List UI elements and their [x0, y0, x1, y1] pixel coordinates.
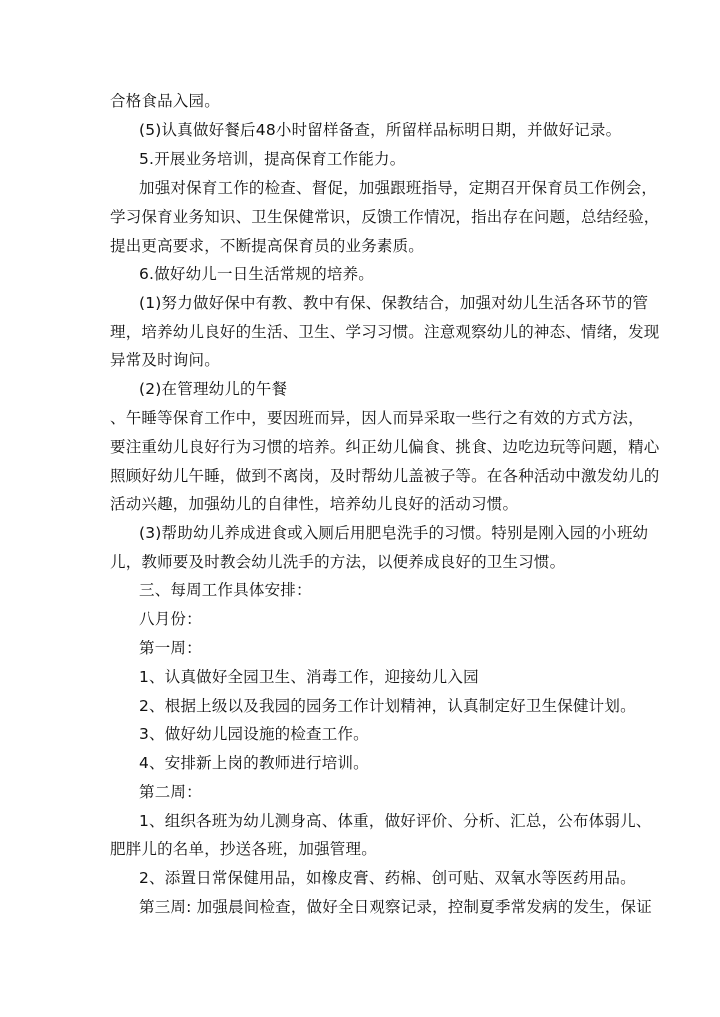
text-line: 合格食品入园。 [110, 92, 220, 110]
text-line: 1、组织各班为幼儿测身高、体重，做好评价、分析、汇总，公布体弱儿、 [139, 812, 652, 830]
text-line: 理，培养幼儿良好的生活、卫生、学习习惯。注意观察幼儿的神态、情绪，发现 [110, 323, 660, 341]
text-line: 八月份： [139, 610, 202, 628]
text-line: 异常及时询问。 [110, 351, 220, 369]
text-line: 5.开展业务培训，提高保育工作能力。 [139, 150, 406, 168]
text-line: 1、认真做好全园卫生、消毒工作，迎接幼儿入园 [139, 668, 479, 686]
text-line: 要注重幼儿良好行为习惯的培养。纠正幼儿偏食、挑食、边吃边玩等问题，精心 [110, 438, 660, 456]
text-line: 学习保育业务知识、卫生保健常识，反馈工作情况，指出存在问题，总结经验， [110, 208, 660, 226]
text-line: 儿，教师要及时教会幼儿洗手的方法，以便养成良好的卫生习惯。 [110, 553, 566, 571]
text-line: 、午睡等保育工作中，要因班而异，因人而异采取一些行之有效的方式方法， [110, 409, 644, 427]
text-line: 照顾好幼儿午睡，做到不离岗，及时帮幼儿盖被子等。在各种活动中激发幼儿的 [110, 467, 660, 485]
text-line: 三、每周工作具体安排： [139, 581, 312, 599]
text-line: (5)认真做好餐后48小时留样备查，所留样品标明日期，并做好记录。 [139, 121, 622, 139]
text-line: 第一周： [139, 639, 202, 657]
text-line: 2、添置日常保健用品，如橡皮膏、药棉、创可贴、双氧水等医药用品。 [139, 869, 636, 887]
text-line: 4、安排新上岗的教师进行培训。 [139, 754, 369, 772]
text-line: 6.做好幼儿一日生活常规的培养。 [139, 265, 374, 283]
text-line: 第三周: 加强晨间检查，做好全日观察记录，控制夏季常发病的发生，保证 [139, 898, 652, 916]
text-line: 3、做好幼儿园设施的检查工作。 [139, 725, 369, 743]
text-line: 提出更高要求，不断提高保育员的业务素质。 [110, 237, 425, 255]
text-line: (1)努力做好保中有教、教中有保、保教结合，加强对幼儿生活各环节的管 [139, 294, 649, 312]
text-line: (2)在管理幼儿的午餐 [139, 380, 288, 398]
text-line: 肥胖儿的名单，抄送各班，加强管理。 [110, 840, 377, 858]
text-line: 加强对保育工作的检查、督促，加强跟班指导，定期召开保育员工作例会， [139, 179, 658, 197]
text-line: 第二周： [139, 783, 202, 801]
text-line: 活动兴趣，加强幼儿的自律性，培养幼儿良好的活动习惯。 [110, 495, 519, 513]
text-line: (3)帮助幼儿养成进食或入厕后用肥皂洗手的习惯。特别是刚入园的小班幼 [139, 524, 649, 542]
text-line: 2、根据上级以及我园的园务工作计划精神，认真制定好卫生保健计划。 [139, 697, 636, 715]
